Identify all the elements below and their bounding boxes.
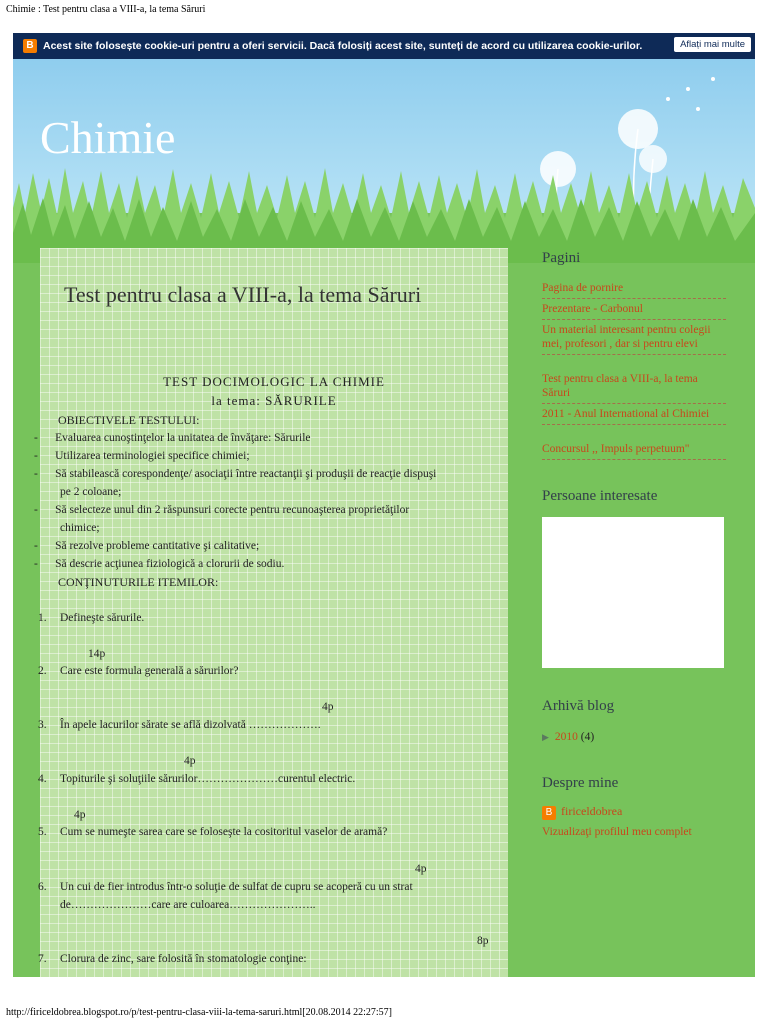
followers-heading: Persoane interesate [542, 488, 658, 504]
item-number: 2. [38, 665, 47, 677]
archive-heading: Arhivă blog [542, 698, 615, 714]
list-item: - Să selecteze unul din 2 răspunsuri corecte pentru recunoaşterea proprietăţilor [34, 504, 410, 516]
list-item: - Să descrie acţiunea fiziologică a clorurii de sodiu. [34, 558, 285, 570]
sidebar-page-link[interactable]: Un material interesant pentru colegii mei, profesori , dar si pentru elevi [542, 323, 726, 355]
item-number: 7. [38, 953, 47, 965]
cookie-bar [13, 33, 755, 59]
doc-subtitle: la tema: SĂRURILE [211, 393, 337, 408]
blog-title[interactable]: Chimie [40, 112, 176, 163]
item-text: Defineşte sărurile. [60, 612, 145, 624]
item-number: 4. [38, 773, 47, 785]
sidebar-page-link[interactable]: Pagina de pornire [542, 281, 726, 299]
item-points: 4p [322, 701, 334, 713]
print-header: Chimie : Test pentru clasa a VIII-a, la tema Săruri [6, 4, 206, 15]
item-number: 6. [38, 881, 47, 893]
item-text: Care este formula generală a sărurilor? [60, 665, 239, 677]
item-number: 5. [38, 826, 47, 838]
sidebar-page-link[interactable]: Test pentru clasa a VIII-a, la tema Săruri [542, 372, 726, 404]
pages-heading: Pagini [542, 250, 581, 266]
sidebar-page-link[interactable]: Concursul ,, Impuls perpetuum" [542, 442, 726, 460]
item-text: Topiturile şi soluţiile sărurilor…………………curentul electric. [60, 773, 356, 785]
blogger-icon: B [542, 806, 556, 820]
followers-widget [542, 517, 724, 668]
item-text-continued: de…………………care are culoarea………………….. [60, 899, 316, 911]
browser-page [13, 33, 755, 977]
item-text: Cum se numeşte sarea care se foloseşte la cositoritul vaselor de aramă? [60, 826, 388, 838]
post-content [34, 248, 508, 977]
sidebar-page-link[interactable]: 2011 - Anul International al Chimiei [542, 407, 726, 425]
post-title: Test pentru clasa a VIII-a, la tema Săruri [64, 282, 422, 307]
item-text: Clorura de zinc, sare folosită în stomatologie conţine: [60, 953, 307, 965]
about-heading: Despre mine [542, 775, 619, 791]
doc-title: TEST DOCIMOLOGIC LA CHIMIE [163, 374, 385, 389]
item-text: Un cui de fier introdus într-o soluţie de sulfat de cupru se acoperă cu un strat [60, 881, 413, 893]
blogger-icon: B [23, 39, 37, 53]
list-item: - Utilizarea terminologiei specifice chimiei; [34, 450, 250, 462]
print-footer: http://firiceldobrea.blogspot.ro/p/test-pentru-clasa-viii-la-tema-saruri.html[20.08.2014 22:27:57] [6, 1007, 393, 1018]
item-points: 14p [88, 648, 106, 660]
learn-more-button[interactable]: Aflați mai multe [674, 37, 751, 52]
item-points: 8p [477, 935, 489, 947]
list-item: - Să rezolve probleme cantitative şi calitative; [34, 540, 260, 552]
list-item: - Să stabilească corespondenţe/ asociaţii între reactanţii şi produşii de reacţie dispuşi [34, 468, 437, 480]
cookie-message: Acest site folosește cookie-uri pentru a oferi servicii. Dacă folosiți acest site, sunteți de acord cu utilizarea cookie-urilor. [43, 40, 643, 52]
item-points: 4p [415, 863, 427, 875]
item-text: În apele lacurilor sărate se află dizolvată ………………. [60, 719, 321, 731]
list-item-continued: pe 2 coloane; [60, 486, 122, 498]
contents-heading: CONŢINUTURILE ITEMILOR: [58, 575, 219, 589]
sidebar-page-link[interactable]: Prezentare - Carbonul [542, 302, 726, 320]
expand-triangle-icon[interactable]: ▶ [542, 732, 549, 742]
item-number: 3. [38, 719, 47, 731]
profile-link[interactable]: Vizualizaţi profilul meu complet [542, 826, 692, 838]
item-points: 4p [184, 755, 196, 767]
profile-name[interactable]: B firiceldobrea [542, 804, 622, 820]
archive-year[interactable]: ▶ 2010 (4) [542, 731, 595, 743]
list-item: - Evaluarea cunoştinţelor la unitatea de învăţare: Sărurile [34, 432, 311, 444]
objectives-heading: OBIECTIVELE TESTULUI: [58, 413, 200, 427]
item-points: 4p [74, 809, 86, 821]
list-item-continued: chimice; [60, 522, 100, 534]
item-number: 1. [38, 612, 47, 624]
